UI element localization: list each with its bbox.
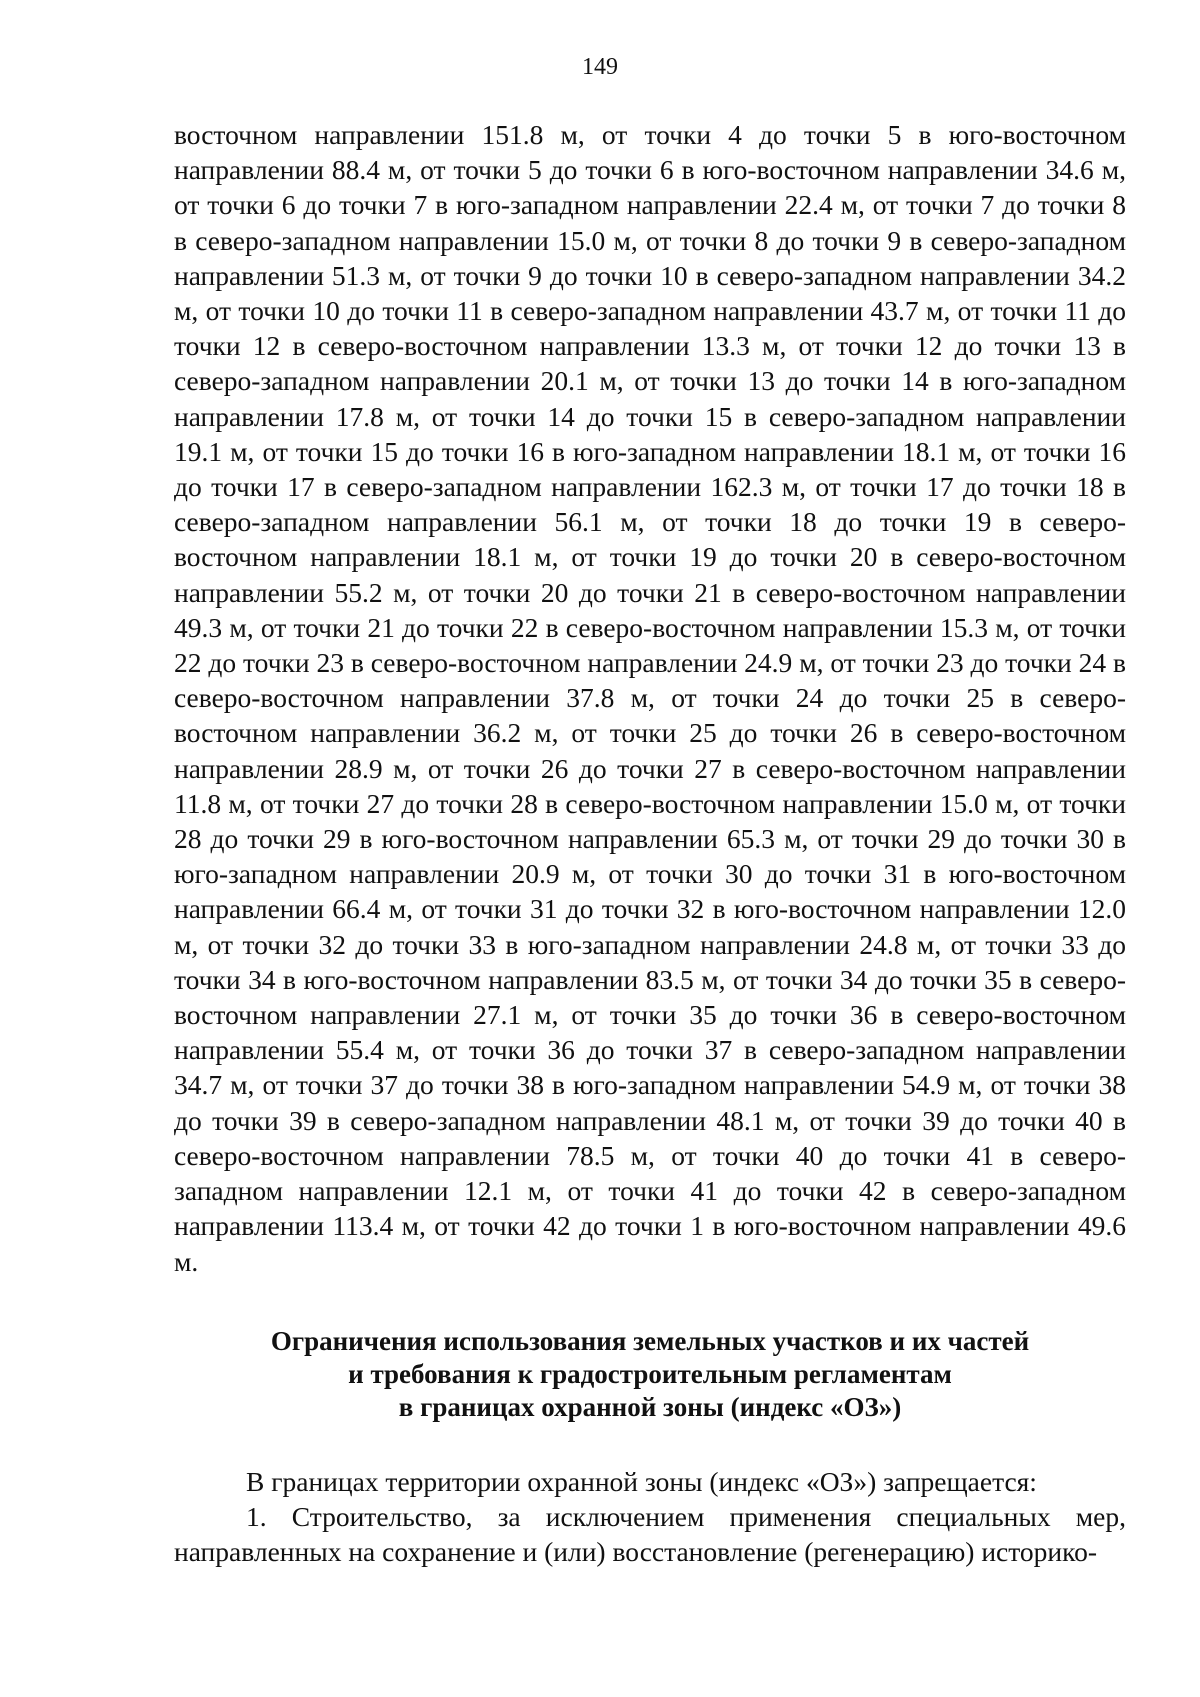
page-number: 149 bbox=[582, 54, 618, 80]
section-heading bbox=[174, 1325, 1126, 1424]
list-item-1: 1. Строительство, за исключением применения специальных мер, направленных на сохранение и (или) восстановление (регенерацию) историко- bbox=[174, 1500, 1126, 1568]
section-heading-line-2: и требования к градостроительным регламентам bbox=[348, 1358, 952, 1389]
page-content bbox=[174, 117, 1126, 1569]
boundary-description-paragraph: восточном направлении 151.8 м, от точки 4 до точки 5 в юго-восточном направлении 88.4 м, от точки 5 до точки 6 в юго-восточном направлении 34.6 м, от точки 6 до точки 7 в юго-западном направлении 22.4 м, от точки 7 до точки 8 в северо-западном направлении 15.0 м, от точки 8 до точки 9 в северо-западном направлении 51.3 м, от точки 9 до точки 10 в северо-западном направлении 34.2 м, от точки 10 до точки 11 в северо-западном направлении 43.7 м, от точки 11 до точки 12 в северо-восточном направлении 13.3 м, от точки 12 до точки 13 в северо-западном направлении 20.1 м, от точки 13 до точки 14 в юго-западном направлении 17.8 м, от точки 14 до точки 15 в северо-западном направлении 19.1 м, от точки 15 до точки 16 в юго-западном направлении 18.1 м, от точки 16 до точки 17 в северо-западном направлении 162.3 м, от точки 17 до точки 18 в северо-западном направлении 56.1 м, от точки 18 до точки 19 в северо-восточном направлении 18.1 м, от точки 19 до точки 20 в северо-восточном направлении 55.2 м, от точки 20 до точки 21 в северо-восточном направлении 49.3 м, от точки 21 до точки 22 в северо-восточном направлении 15.3 м, от точки 22 до точки 23 в северо-восточном направлении 24.9 м, от точки 23 до точки 24 в северо-восточном направлении 37.8 м, от точки 24 до точки 25 в северо-восточном направлении 36.2 м, от точки 25 до точки 26 в северо-восточном направлении 28.9 м, от точки 26 до точки 27 в северо-восточном направлении 11.8 м, от точки 27 до точки 28 в северо-восточном направлении 15.0 м, от точки 28 до точки 29 в юго-восточном направлении 65.3 м, от точки 29 до точки 30 в юго-западном направлении 20.9 м, от точки 30 до точки 31 в юго-восточном направлении 66.4 м, от точки 31 до точки 32 в юго-восточном направлении 12.0 м, от точки 32 до точки 33 в юго-западном направлении 24.8 м, от точки 33 до точки 34 в юго-восточном направлении 83.5 м, от точки 34 до точки 35 в северо-восточном направлении 27.1 м, от точки 35 до точки 36 в северо-восточном направлении 55.4 м, от точки 36 до точки 37 в северо-западном направлении 34.7 м, от точки 37 до точки 38 в юго-западном направлении 54.9 м, от точки 38 до точки 39 в северо-западном направлении 48.1 м, от точки 39 до точки 40 в северо-восточном направлении 78.5 м, от точки 40 до точки 41 в северо-западном направлении 12.1 м, от точки 41 до точки 42 в северо-западном направлении 113.4 м, от точки 42 до точки 1 в юго-восточном направлении 49.6 м. bbox=[174, 119, 1126, 1277]
intro-paragraph: В границах территории охранной зоны (индекс «ОЗ») запрещается: bbox=[246, 1465, 1037, 1497]
section-heading-line-3: в границах охранной зоны (индекс «ОЗ») bbox=[398, 1391, 902, 1422]
section-heading-line-1: Ограничения использования земельных участков и их частей bbox=[270, 1325, 1030, 1356]
